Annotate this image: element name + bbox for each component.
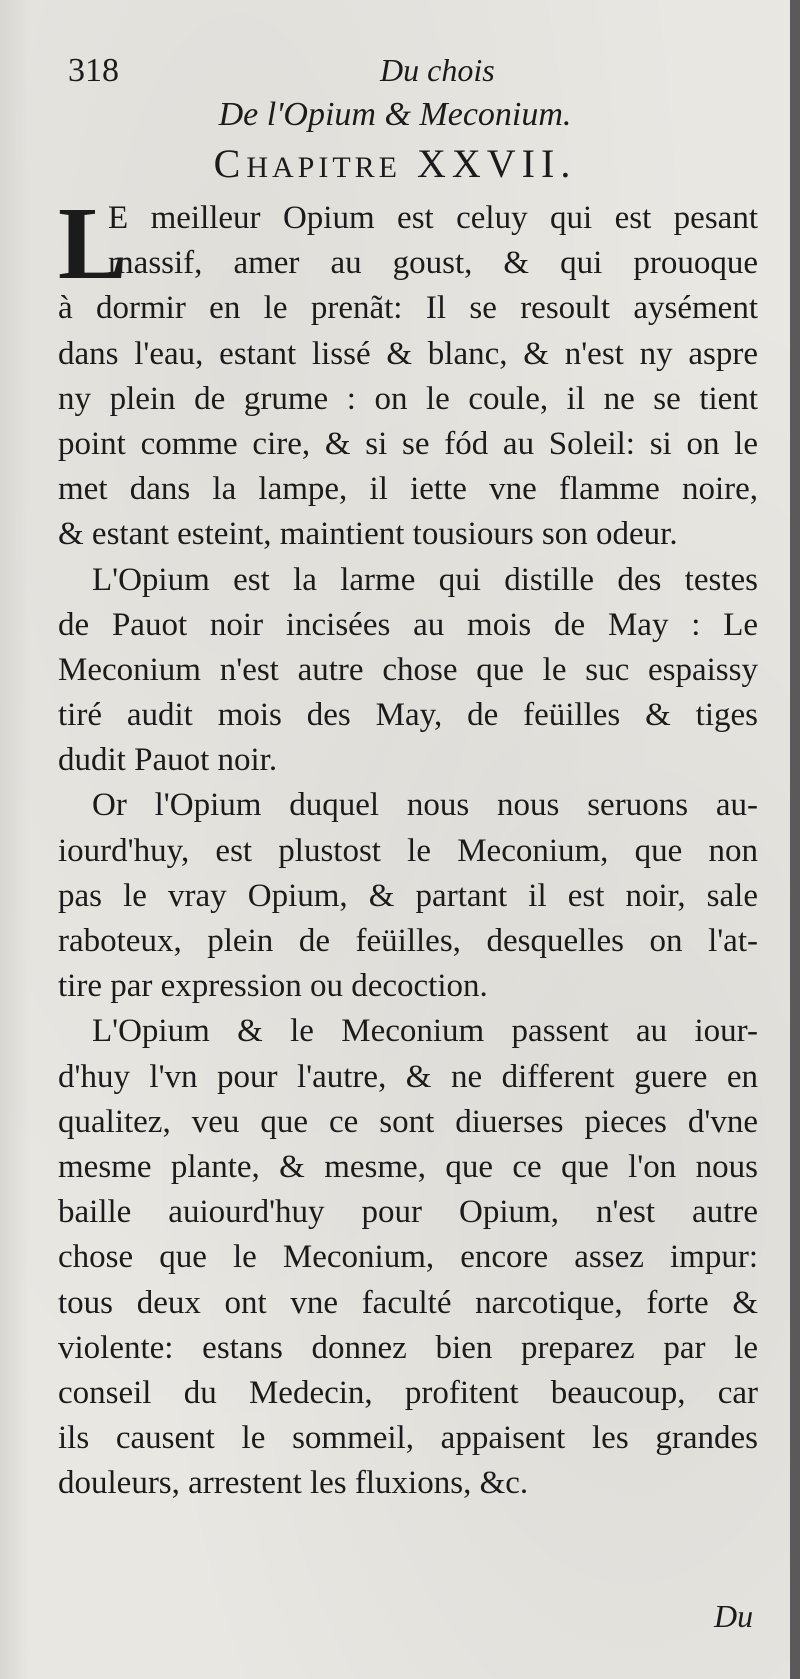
text-line: baille auiourd'huy pour Opium, n'est autre [58, 1194, 758, 1231]
paragraph-4 [58, 1009, 758, 1506]
text-line: à dormir en le prenãt: Il se resoult aysément [58, 290, 758, 327]
text-line: douleurs, arrestent les fluxions, &c. [58, 1465, 529, 1502]
text-line: dans l'eau, estant lissé & blanc, & n'est ny aspre [58, 335, 758, 372]
paragraph-2 [58, 558, 758, 784]
text-line: & estant esteint, maintient tousiours son odeur. [58, 516, 678, 553]
text-line: tiré audit mois des May, de feüilles & tiges [58, 697, 758, 734]
text-line: ny plein de grume : on le coule, il ne se tient [58, 380, 758, 417]
page-edge [790, 0, 800, 1679]
chapter-numeral: XXVII. [417, 141, 577, 186]
text-line: L'Opium & le Meconium passent au iour- [92, 1013, 758, 1050]
text-line: pas le vray Opium, & partant il est noir, sale [58, 877, 758, 914]
body-text [58, 186, 758, 1506]
text-line: mesme plante, & mesme, que ce que l'on nous [58, 1148, 758, 1185]
text-line: chose que le Meconium, encore assez impur: [58, 1239, 758, 1276]
chapter-heading [0, 140, 790, 187]
text-line: Or l'Opium duquel nous nous seruons au- [92, 787, 758, 824]
section-title: De l'Opium & Meconium. [218, 96, 572, 133]
text-line: met dans la lampe, il iette vne flamme noire, [58, 471, 758, 508]
paragraph-3 [58, 783, 758, 1009]
page-number: 318 [68, 52, 119, 89]
page-gutter-shadow [0, 0, 30, 1679]
text-line: de Pauot noir incisées au mois de May : Le [58, 606, 758, 643]
drop-cap: L [58, 186, 128, 301]
catchword: Du [714, 1598, 754, 1634]
running-head: Du chois [380, 52, 495, 88]
text-line: point comme cire, & si se fód au Soleil: si on le [58, 425, 758, 462]
text-line: d'huy l'vn pour l'autre, & ne different guere en [58, 1058, 758, 1095]
text-line: ils causent le sommeil, appaisent les grandes [58, 1420, 758, 1457]
paragraph-1 [58, 186, 758, 558]
text-line: raboteux, plein de feüilles, desquelles on l'at- [58, 923, 758, 959]
text-line: qualitez, veu que ce sont diuerses pieces d'vne [58, 1103, 758, 1140]
text-line: E meilleur Opium est celuy qui est pesant [108, 200, 758, 236]
text-line: dudit Pauot noir. [58, 742, 278, 779]
text-line: conseil du Medecin, profitent beaucoup, car [58, 1374, 758, 1411]
chapter-word-initial: C [213, 141, 247, 186]
text-line: iourd'huy, est plustost le Meconium, que non [58, 832, 758, 869]
chapter-word-rest: HAPITRE [246, 151, 402, 184]
text-line: L'Opium est la larme qui distille des testes [92, 561, 758, 598]
text-line: tire par expression ou decoction. [58, 968, 488, 1005]
text-line: massif, amer au goust, & qui prouoque [108, 245, 758, 282]
text-line: tous deux ont vne faculté narcotique, forte & [58, 1284, 758, 1321]
text-line: violente: estans donnez bien preparez par le [58, 1329, 758, 1366]
text-line: Meconium n'est autre chose que le suc espaissy [58, 651, 758, 688]
